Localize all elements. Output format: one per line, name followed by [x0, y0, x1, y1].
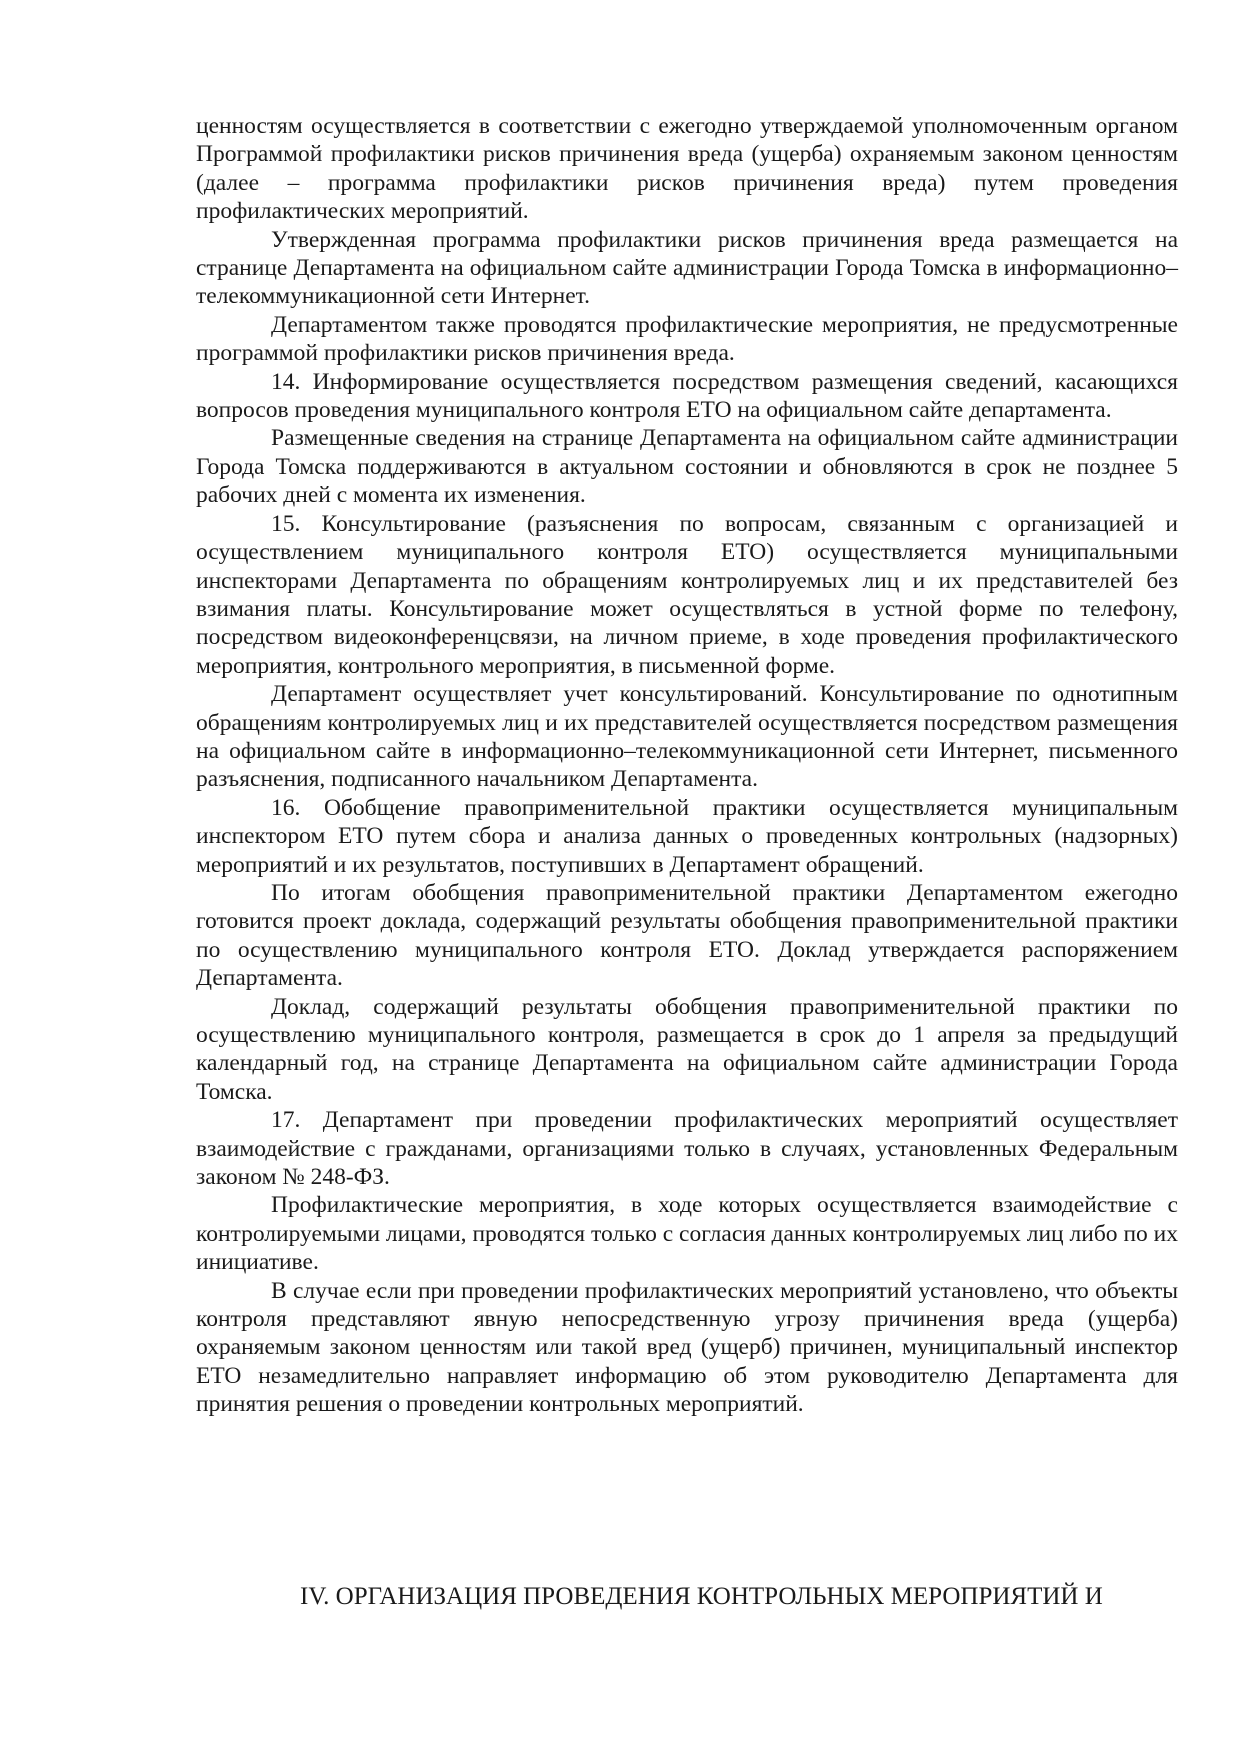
paragraph-threat-case: В случае если при проведении профилактических мероприятий установлено, что объекты контроля представляют явную непосредственную угрозу причинения вреда (ущерба) охраняемым законом ценностям или такой вред (ущерб) причинен, муниципальный инспектор ЕТО незамедлительно направляет информацию об этом руководителю Департамента для принятия решения о проведении контрольных мероприятий.: [196, 1277, 1178, 1418]
paragraph-continuation: ценностям осуществляется в соответствии с ежегодно утверждаемой уполномоченным органом Программой профилактики рисков причинения вреда (ущерба) охраняемым законом ценностям (далее – программа профилактики рисков причинения вреда) путем проведения профилактических мероприятий.: [196, 113, 1178, 225]
paragraph-consent: Профилактические мероприятия, в ходе которых осуществляется взаимодействие с контролируемыми лицами, проводятся только с согласия данных контролируемых лиц либо по их инициативе.: [196, 1192, 1178, 1276]
paragraph-17-interaction: 17. Департамент при проведении профилактических мероприятий осуществляет взаимодействие с гражданами, организациями только в случаях, установленных Федеральным законом № 248-ФЗ.: [196, 1107, 1178, 1191]
paragraph-additional-measures: Департаментом также проводятся профилактические мероприятия, не предусмотренные программой профилактики рисков причинения вреда.: [196, 311, 1178, 367]
paragraph-consulting-records: Департамент осуществляет учет консультирований. Консультирование по однотипным обращениям контролируемых лиц и их представителей осуществляется посредством размещения на официальном сайте в информационно–телекоммуникационной сети Интернет, письменного разъяснения, подписанного начальником Департамента.: [196, 681, 1178, 793]
paragraph-published-info: Размещенные сведения на странице Департамента на официальном сайте администрации Города Томска поддерживаются в актуальном состоянии и обновляются в срок не позднее 5 рабочих дней с момента их изменения.: [196, 425, 1178, 509]
paragraph-14-informing: 14. Информирование осуществляется посредством размещения сведений, касающихся вопросов проведения муниципального контроля ЕТО на официальном сайте департамента.: [196, 368, 1178, 424]
paragraph-report-publication: Доклад, содержащий результаты обобщения правоприменительной практики по осуществлению муниципального контроля, размещается в срок до 1 апреля за предыдущий календарный год, на странице Департамента на официальном сайте администрации Города Томска.: [196, 993, 1178, 1105]
paragraph-16-generalization: 16. Обобщение правоприменительной практики осуществляется муниципальным инспектором ЕТО путем сбора и анализа данных о проведенных контрольных (надзорных) мероприятий и их результатов, поступивших в Департамент обращений.: [196, 794, 1178, 878]
document-body: [196, 112, 1178, 1419]
section-heading: IV. ОРГАНИЗАЦИЯ ПРОВЕДЕНИЯ КОНТРОЛЬНЫХ МЕРОПРИЯТИЙ И: [300, 1583, 1103, 1610]
paragraph-15-consulting: 15. Консультирование (разъяснения по вопросам, связанным с организацией и осуществлением муниципального контроля ЕТО) осуществляется муниципальными инспекторами Департамента по обращениям контролируемых лиц и их представителей без взимания платы. Консультирование может осуществляться в устной форме по телефону, посредством видеоконференцсвязи, на личном приеме, в ходе проведения профилактического мероприятия, контрольного мероприятия, в письменной форме.: [196, 510, 1178, 679]
paragraph-approved-program: Утвержденная программа профилактики рисков причинения вреда размещается на странице Департамента на официальном сайте администрации Города Томска в информационно–телекоммуникационной сети Интернет.: [196, 226, 1178, 310]
paragraph-report-draft: По итогам обобщения правоприменительной практики Департаментом ежегодно готовится проект доклада, содержащий результаты обобщения правоприменительной практики по осуществлению муниципального контроля ЕТО. Доклад утверждается распоряжением Департамента.: [196, 879, 1178, 992]
